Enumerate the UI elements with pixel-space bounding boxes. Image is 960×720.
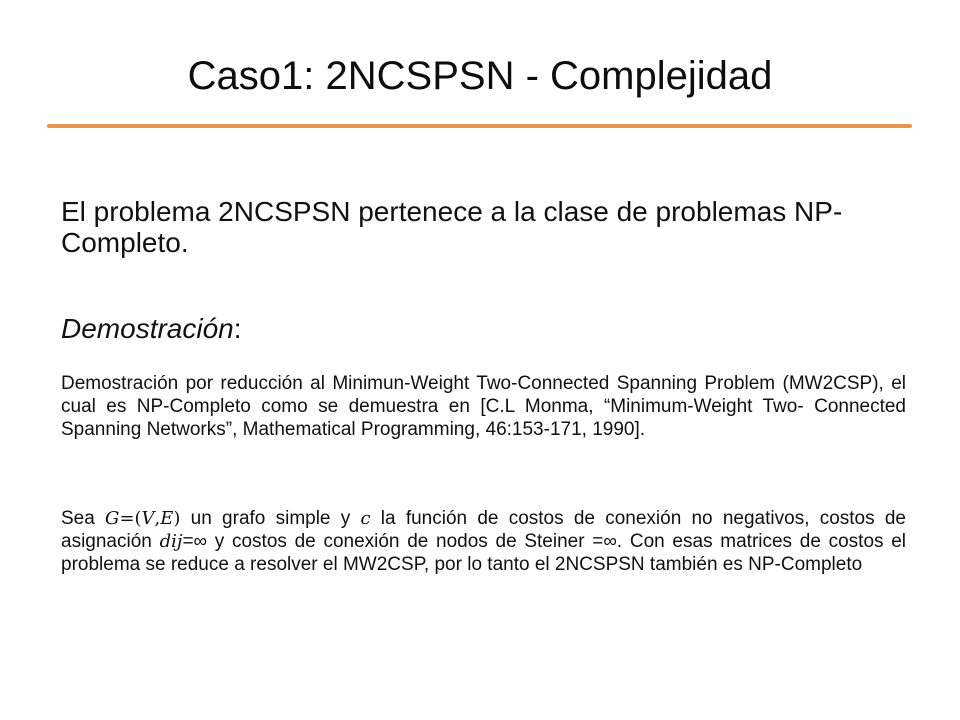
math-cost-c: c: [360, 508, 371, 529]
math-edge-set: E: [160, 508, 174, 529]
math-close-paren: ): [173, 508, 181, 529]
demonstration-heading: [61, 312, 242, 346]
math-dij: dij: [159, 531, 183, 552]
graph-text-4: y costos de conexión de nodos de Steiner =∞. Con esas matrices de costos el problema se reduce a resolver el MW2CSP, por lo tanto el 2NCSPSN también es NP-Completo: [61, 531, 907, 575]
title-underline: [47, 124, 912, 128]
math-vertex-set: V: [141, 508, 155, 529]
math-graph-g: G: [105, 508, 120, 529]
demonstration-label: Demostración: [61, 313, 234, 344]
math-equals-open: =(: [119, 508, 142, 529]
math-comma: ,: [154, 508, 161, 529]
slide-title: Caso1: 2NCSPSN - Complejidad: [187, 54, 773, 98]
demonstration-colon: :: [233, 313, 242, 344]
graph-text-3: la función de costos de conexión no negativos, costos de asignación: [61, 508, 906, 552]
graph-paragraph: [61, 507, 906, 576]
reduction-paragraph: Demostración por reducción al Minimun-Weight Two-Connected Spanning Problem (MW2CSP), el cual es NP-Completo como se demuestra en [C.L Monma, “Minimum-Weight Two- Connected Spanning Networks”, Mathematical Programming, 46:153-171, 1990].: [61, 373, 906, 440]
math-infinity: =∞: [182, 531, 208, 552]
graph-text-2: un grafo simple y: [180, 508, 361, 529]
problem-statement: El problema 2NCSPSN pertenece a la clase de problemas NP-Completo.: [61, 196, 843, 258]
graph-text-1: Sea: [61, 508, 106, 529]
